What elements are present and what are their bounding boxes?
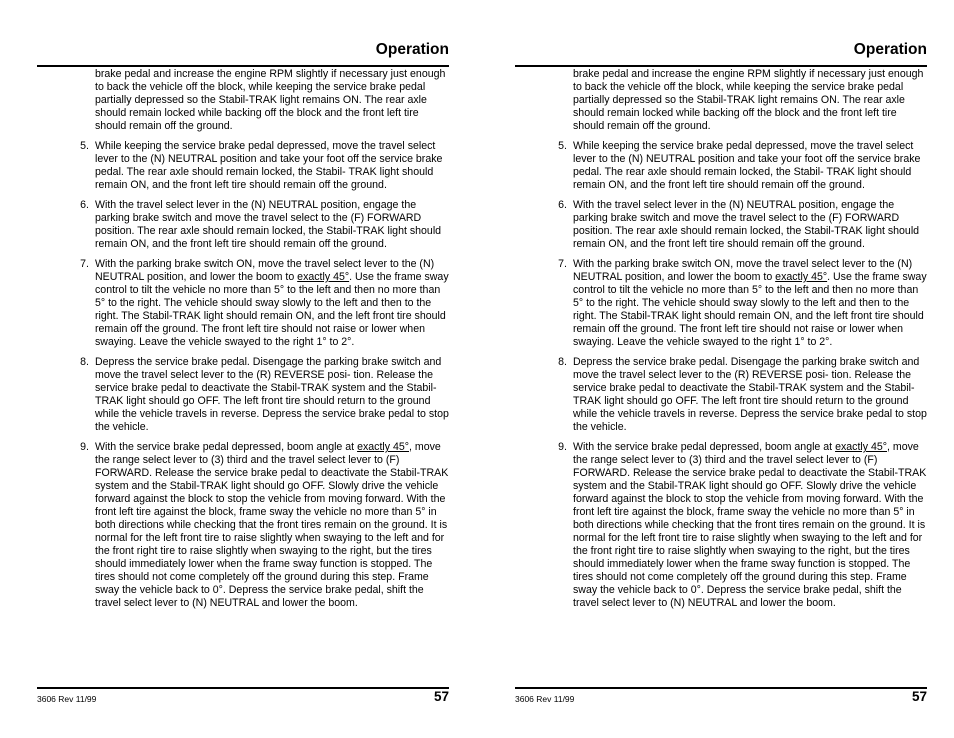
text-segment: move the range select lever to (3) third and the travel select lever to — [95, 441, 441, 466]
text-segment: off the ground. — [796, 179, 865, 191]
left-page — [37, 0, 449, 738]
step-text — [95, 140, 449, 192]
text-segment: boom. — [328, 597, 358, 609]
text-segment: TRAK light should remain ON, and the front left tire should remain — [95, 166, 434, 191]
text-segment: While keeping the service brake pedal depressed, move the travel — [573, 140, 883, 152]
text-segment: tire to raise slightly when swaying to the right, but the tires should — [573, 545, 910, 570]
step-text — [573, 140, 927, 192]
step-list — [37, 140, 449, 610]
page-body — [37, 68, 449, 610]
text-segment: the frame sway control to tilt the vehicle no more than 5° to the left — [95, 271, 449, 296]
text-segment: tire to raise slightly when swaying to the left and for the front right — [573, 532, 923, 557]
list-item — [37, 441, 449, 610]
text-segment: that the front tires remain on the ground. It is normal for the left front — [573, 519, 926, 544]
text-segment: sway the vehicle no more than 5° in both directions while checking — [573, 506, 915, 531]
text-segment: sway the vehicle no more than 5° in both directions while checking — [95, 506, 437, 531]
step-number: 9. — [558, 441, 567, 453]
emphasis-underline: exactly 45° — [297, 271, 350, 283]
text-segment: front left tire should not raise or lower when swaying. Leave the — [95, 323, 425, 348]
text-segment: boom. — [806, 597, 836, 609]
step-text — [95, 199, 449, 251]
page-body — [515, 68, 927, 610]
intro-paragraph: brake pedal and increase the engine RPM slightly if necessary just enough to back the vehicle off the block, while keeping the service brake pedal partially depressed so the Stabil-TRAK light remains ON. The rear axle should remain locked while backing off the block and the front left tire should remain off the ground. — [95, 68, 446, 132]
text-segment: With the parking brake switch ON, move the travel select lever to — [573, 258, 877, 270]
step-text — [573, 199, 927, 251]
text-segment: With the travel select lever in the (N) NEUTRAL position, engage — [95, 199, 399, 211]
intro-paragraph: brake pedal and increase the engine RPM slightly if necessary just enough to back the vehicle off the block, while keeping the service brake pedal partially depressed so the Stabil-TRAK light remains ON. The rear axle should remain locked while backing off the block and the front left tire should remain off the ground. — [573, 68, 924, 132]
text-segment: With the parking brake switch ON, move the travel select lever to — [95, 258, 399, 270]
list-item — [37, 356, 449, 434]
list-item — [515, 356, 927, 434]
emphasis-underline: exactly 45° — [775, 271, 828, 283]
page-number: 57 — [911, 689, 927, 704]
text-segment: Slowly drive the vehicle forward against the block to stop the vehicle — [95, 480, 439, 505]
step-number: 9. — [80, 441, 89, 453]
text-segment: the parking brake switch and move the travel select to the — [95, 199, 417, 224]
text-segment: tires should not come completely off the ground during this step. — [95, 571, 396, 583]
text-segment: the frame sway control to tilt the vehicle no more than 5° to the left — [573, 271, 927, 296]
text-segment: remain off the ground. — [283, 238, 387, 250]
list-item — [515, 140, 927, 192]
text-segment: Depress the service brake pedal to stop the vehicle. — [95, 408, 449, 433]
text-segment: Stabil-TRAK system and the Stabil-TRAK light should go OFF. — [95, 467, 449, 492]
text-segment: With the service brake pedal depressed, boom angle at — [573, 441, 836, 453]
list-item — [515, 258, 927, 349]
text-segment: the (N) NEUTRAL position, and lower the boom to — [573, 258, 913, 283]
step-list — [515, 140, 927, 610]
step-number: 7. — [80, 258, 89, 270]
text-segment: and then no more than 5° to the right. The vehicle should sway — [573, 284, 919, 309]
text-segment: tire to raise slightly when swaying to the left and for the front right — [95, 532, 445, 557]
text-segment: slowly to the left and then to the right. The Stabil-TRAK light should — [573, 297, 910, 322]
text-segment: (F) FORWARD. Release the service brake pedal to deactivate the — [573, 454, 878, 479]
text-segment: TRAK light should remain ON, and the front left tire should remain — [573, 166, 912, 191]
text-segment: select lever to the (N) NEUTRAL position and take your foot off the — [573, 140, 914, 165]
text-segment: Depress the service brake pedal. Disengage the parking brake — [573, 356, 867, 368]
section-title: Operation — [853, 41, 927, 58]
text-segment: immediately lower when the frame sway function is stopped. The — [129, 558, 433, 570]
step-text — [95, 258, 449, 349]
step-number: 8. — [80, 356, 89, 368]
text-segment: , — [887, 441, 890, 453]
text-segment: switch and move the travel select lever to the (R) REVERSE posi- — [573, 356, 920, 381]
text-segment: remain ON, and the left front tire should remain off the ground. The — [573, 310, 924, 335]
step-text — [573, 441, 927, 610]
text-segment: (F) FORWARD position. The rear axle should remain locked, the — [573, 212, 900, 237]
step-text — [95, 356, 449, 434]
section-title: Operation — [375, 41, 449, 58]
text-segment: the (N) NEUTRAL position, and lower the boom to — [95, 258, 435, 283]
footer-rule — [515, 687, 927, 689]
text-segment: the parking brake switch and move the travel select to the — [573, 199, 895, 224]
step-number: 5. — [558, 140, 567, 152]
text-segment: Slowly drive the vehicle forward against the block to stop the vehicle — [573, 480, 917, 505]
text-segment: , — [409, 441, 412, 453]
text-segment: front left tire should not raise or lower when swaying. Leave the — [573, 323, 903, 348]
text-segment: off the ground. — [318, 179, 387, 191]
text-segment: slowly to the left and then to the right. The Stabil-TRAK light should — [95, 297, 432, 322]
text-segment: from moving forward. With the front left tire against the block, frame — [95, 493, 446, 518]
text-segment: should return to the ground while the vehicle travels in reverse. — [95, 395, 431, 420]
document-revision: 3606 Rev 11/99 — [37, 694, 97, 704]
text-segment: Frame sway the vehicle back to 0°. Depress the service brake — [95, 571, 429, 596]
step-number: 7. — [558, 258, 567, 270]
text-segment: Stabil-TRAK light should remain ON, and the front left tire should — [95, 225, 442, 250]
text-segment: tire to raise slightly when swaying to the right, but the tires should — [95, 545, 432, 570]
text-segment: remain off the ground. — [761, 238, 865, 250]
emphasis-underline: exactly 45° — [357, 441, 409, 453]
text-segment: vehicle swayed to the right 1° to 2°. — [666, 336, 833, 348]
text-segment: Stabil-TRAK light should remain ON, and the front left tire should — [573, 225, 920, 250]
list-item — [515, 441, 927, 610]
text-segment: remain ON, and the left front tire should remain off the ground. The — [95, 310, 446, 335]
emphasis-underline: exactly 45° — [835, 441, 887, 453]
text-segment: service brake pedal. The rear axle should remain locked, the Stabil- — [573, 153, 921, 178]
text-segment: (F) FORWARD. Release the service brake pedal to deactivate the — [95, 454, 400, 479]
step-number: 8. — [558, 356, 567, 368]
text-segment: With the service brake pedal depressed, boom angle at — [95, 441, 358, 453]
text-segment: Depress the service brake pedal to stop the vehicle. — [573, 408, 927, 433]
text-segment: that the front tires remain on the ground. It is normal for the left front — [95, 519, 448, 544]
text-segment: tion. Release the service brake pedal to deactivate the Stabil-TRAK — [95, 369, 433, 394]
text-segment: service brake pedal. The rear axle should remain locked, the Stabil- — [95, 153, 443, 178]
list-item — [37, 258, 449, 349]
step-text — [573, 258, 927, 349]
header-rule — [515, 65, 927, 67]
text-segment: system and the Stabil-TRAK light should go OFF. The left front tire — [95, 382, 437, 407]
step-number: 5. — [80, 140, 89, 152]
step-number: 6. — [558, 199, 567, 211]
page-number: 57 — [433, 689, 449, 704]
text-segment: pedal, shift the travel select lever to (N) NEUTRAL and lower the — [573, 584, 902, 609]
footer-rule — [37, 687, 449, 689]
text-segment: switch and move the travel select lever to the (R) REVERSE posi- — [95, 356, 442, 381]
text-segment: With the travel select lever in the (N) NEUTRAL position, engage — [573, 199, 877, 211]
right-page — [515, 0, 927, 738]
step-text — [573, 356, 927, 434]
list-item — [37, 140, 449, 192]
text-segment: tires should not come completely off the ground during this step. — [573, 571, 874, 583]
text-segment: from moving forward. With the front left tire against the block, frame — [573, 493, 924, 518]
step-number: 6. — [80, 199, 89, 211]
text-segment: vehicle swayed to the right 1° to 2°. — [188, 336, 355, 348]
text-segment: pedal, shift the travel select lever to (N) NEUTRAL and lower the — [95, 584, 424, 609]
text-segment: Stabil-TRAK system and the Stabil-TRAK light should go OFF. — [573, 467, 927, 492]
header-rule — [37, 65, 449, 67]
list-item — [515, 199, 927, 251]
text-segment: Depress the service brake pedal. Disengage the parking brake — [95, 356, 389, 368]
text-segment: immediately lower when the frame sway function is stopped. The — [607, 558, 911, 570]
list-item — [37, 199, 449, 251]
text-segment: should return to the ground while the vehicle travels in reverse. — [573, 395, 909, 420]
text-segment: system and the Stabil-TRAK light should go OFF. The left front tire — [573, 382, 915, 407]
text-segment: move the range select lever to (3) third and the travel select lever to — [573, 441, 919, 466]
document-revision: 3606 Rev 11/99 — [515, 694, 575, 704]
text-segment: . Use — [349, 271, 374, 283]
text-segment: and then no more than 5° to the right. The vehicle should sway — [95, 284, 441, 309]
text-segment: Frame sway the vehicle back to 0°. Depress the service brake — [573, 571, 907, 596]
text-segment: select lever to the (N) NEUTRAL position and take your foot off the — [95, 140, 436, 165]
text-segment: . Use — [827, 271, 852, 283]
text-segment: tion. Release the service brake pedal to deactivate the Stabil-TRAK — [573, 369, 911, 394]
text-segment: While keeping the service brake pedal depressed, move the travel — [95, 140, 405, 152]
step-text — [95, 441, 449, 610]
text-segment: (F) FORWARD position. The rear axle should remain locked, the — [95, 212, 422, 237]
